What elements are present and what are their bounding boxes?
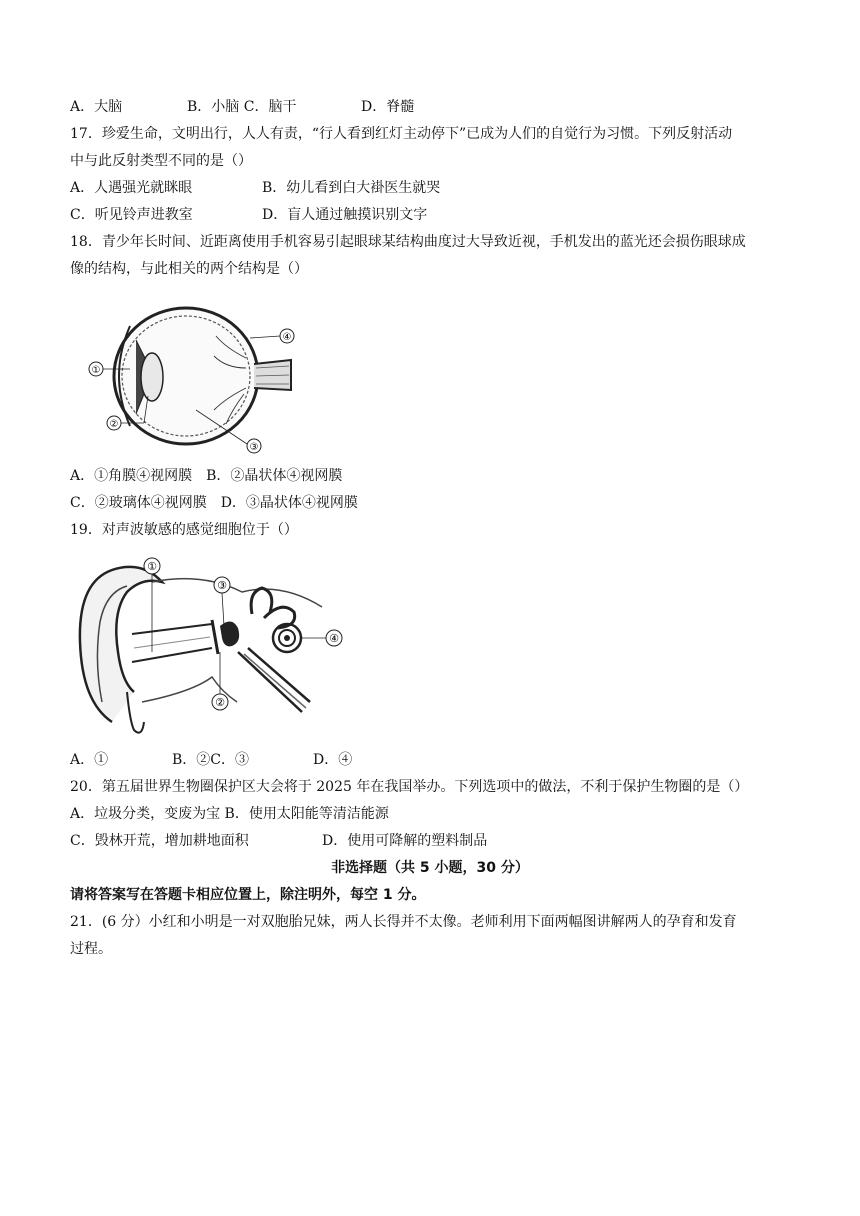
q18-stem-line1: 18．青少年长时间、近距离使用手机容易引起眼球某结构曲度过大导致近视，手机发出的蓝光还会损伤眼球成 — [70, 234, 746, 250]
eye-diagram — [86, 298, 306, 458]
ear-label-3: ③ — [217, 579, 227, 592]
q17-option-c: C．听见铃声进教室 — [70, 207, 193, 223]
ear-diagram — [72, 552, 352, 742]
eye-label-1: ① — [91, 365, 101, 376]
ear-label-1: ① — [147, 560, 157, 573]
q17-stem-line2: 中与此反射类型不同的是（） — [70, 153, 252, 169]
q16-option-bc: B．小脑 C．脑干 — [187, 99, 297, 115]
q19-option-d: D．④ — [313, 752, 353, 768]
q19-option-bc: B．②C．③ — [172, 752, 249, 768]
eye-label-3: ③ — [249, 442, 259, 453]
q20-options-ab: A．垃圾分类，变废为宝 B．使用太阳能等清洁能源 — [70, 806, 389, 822]
q21-stem-line1: 21．(6 分）小红和小明是一对双胞胎兄妹，两人长得并不太像。老师利用下面两幅图讲解两人的孕育和发育 — [70, 914, 737, 930]
eye-label-4: ④ — [282, 332, 292, 343]
q17-stem-line1: 17．珍爱生命，文明出行，人人有责，“行人看到红灯主动停下”已成为人们的自觉行为习惯。下列反射活动 — [70, 126, 733, 142]
q17-option-a: A．人遇强光就眯眼 — [70, 180, 193, 196]
q20-stem: 20．第五届世界生物圈保护区大会将于 2025 年在我国举办。下列选项中的做法，不利于保护生物圈的是（） — [70, 779, 749, 795]
q19-stem: 19．对声波敏感的感觉细胞位于（） — [70, 522, 298, 538]
q17-option-d: D．盲人通过触摸识别文字 — [262, 207, 428, 223]
q16-option-a: A．大脑 — [70, 99, 123, 115]
q18-stem-line2: 像的结构，与此相关的两个结构是（） — [70, 261, 308, 277]
q20-option-c: C．毁林开荒，增加耕地面积 — [70, 833, 249, 849]
q18-options-ab: A．①角膜④视网膜 B．②晶状体④视网膜 — [70, 468, 343, 484]
eye-label-2: ② — [109, 419, 119, 430]
q19-option-a: A．① — [70, 752, 109, 768]
q21-stem-line2: 过程。 — [70, 941, 112, 957]
q16-option-d: D．脊髓 — [361, 99, 415, 115]
q20-option-d: D．使用可降解的塑料制品 — [322, 833, 488, 849]
q17-option-b: B．幼儿看到白大褂医生就哭 — [262, 180, 441, 196]
q18-options-cd: C．②玻璃体④视网膜 D．③晶状体④视网膜 — [70, 495, 358, 511]
section-title: 非选择题（共 5 小题，30 分） — [331, 860, 529, 876]
section-instruction: 请将答案写在答题卡相应位置上，除注明外，每空 1 分。 — [70, 887, 426, 903]
ear-label-4: ④ — [329, 632, 339, 645]
ear-label-2: ② — [215, 696, 225, 709]
